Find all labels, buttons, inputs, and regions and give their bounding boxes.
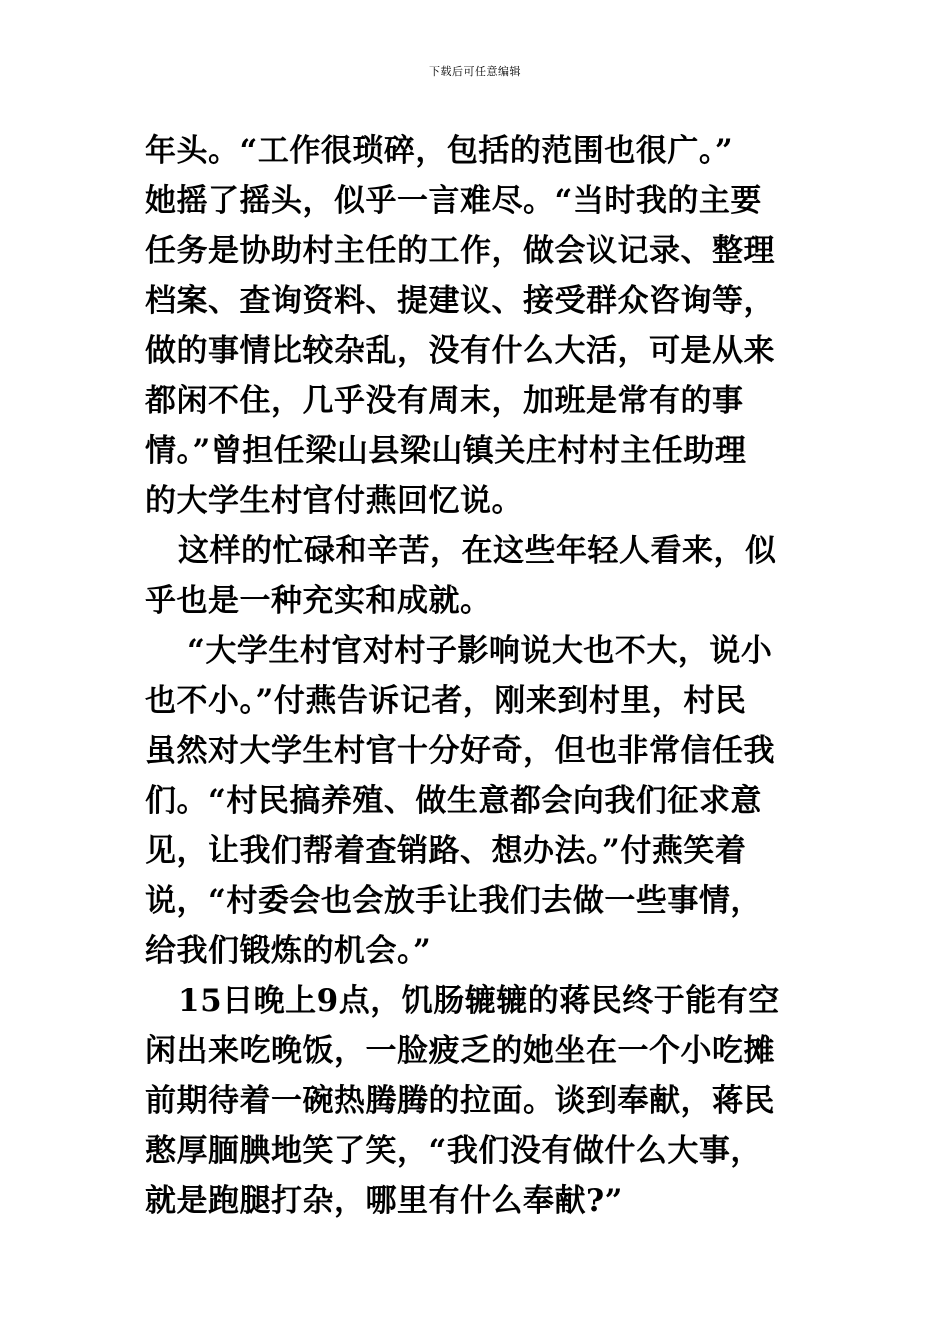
text-line: 这样的忙碌和辛苦，在这些年轻人看来，似	[178, 533, 777, 569]
text-line: 说，“村委会也会放手让我们去做一些事情，	[145, 883, 762, 919]
paragraph	[145, 126, 795, 526]
text-line: 见，让我们帮着查销路、想办法。”付燕笑着	[145, 833, 747, 869]
text-line: 的大学生村官付燕回忆说。	[145, 483, 523, 519]
text-line: 憨厚腼腆地笑了笑，“我们没有做什么大事，	[145, 1133, 762, 1169]
text-line: 她摇了摇头，似乎一言难尽。“当时我的主要	[145, 183, 762, 219]
text-line: 都闲不住，几乎没有周末，加班是常有的事	[145, 383, 744, 419]
text-line: “大学生村官对村子影响说大也不大，说小	[187, 633, 773, 669]
text-line: 们。“村民搞养殖、做生意都会向我们征求意	[145, 783, 762, 819]
text-line: 15日晚上9点，饥肠辘辘的蒋民终于能有空	[178, 983, 780, 1019]
text-line: 档案、查询资料、提建议、接受群众咨询等，	[145, 283, 775, 319]
text-line: 闲出来吃晚饭，一脸疲乏的她坐在一个小吃摊	[145, 1033, 775, 1069]
text-line: 给我们锻炼的机会。”	[145, 933, 432, 969]
text-line: 也不小。”付燕告诉记者，刚来到村里，村民	[145, 683, 747, 719]
paragraph	[145, 626, 795, 976]
text-line: 任务是协助村主任的工作，做会议记录、整理	[145, 233, 775, 269]
paragraph	[145, 976, 795, 1226]
text-line: 情。”曾担任梁山县梁山镇关庄村村主任助理	[145, 433, 747, 469]
document-body	[145, 126, 795, 1226]
text-line: 前期待着一碗热腾腾的拉面。谈到奉献，蒋民	[145, 1083, 775, 1119]
page-header: 下载后可任意编辑	[429, 65, 521, 78]
text-line: 做的事情比较杂乱，没有什么大活，可是从来	[145, 333, 775, 369]
paragraph	[145, 526, 795, 626]
text-line: 乎也是一种充实和成就。	[145, 583, 492, 619]
text-line: 年头。“工作很琐碎，包括的范围也很广。”	[145, 133, 734, 169]
text-line: 就是跑腿打杂，哪里有什么奉献?”	[145, 1183, 623, 1219]
text-line: 虽然对大学生村官十分好奇，但也非常信任我	[145, 733, 775, 769]
